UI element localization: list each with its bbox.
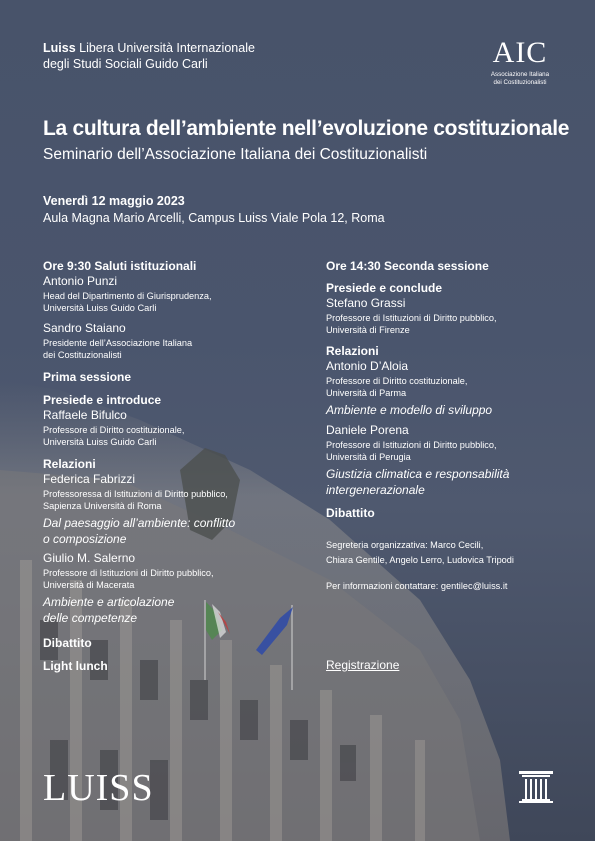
- speaker-affiliation: dei Costituzionalisti: [43, 350, 122, 360]
- event-location: Aula Magna Mario Arcelli, Campus Luiss Viale Pola 12, Roma: [43, 211, 385, 225]
- speaker-name: Raffaele Bifulco: [43, 408, 127, 422]
- debate-label: Dibattito: [43, 636, 92, 650]
- column-icon: [518, 768, 554, 804]
- program-left-column: [43, 259, 293, 677]
- speaker-affiliation: Università Luiss Guido Carli: [43, 303, 157, 313]
- speaker-name: Federica Fabrizzi: [43, 472, 136, 486]
- talk-title: delle competenze: [43, 611, 138, 625]
- talks-label: Relazioni: [326, 344, 379, 358]
- aic-logo-text: AIC: [492, 36, 548, 69]
- speaker-role: Professoressa di Istituzioni di Diritto pubblico,: [43, 489, 228, 499]
- speaker-punzi: [43, 274, 293, 314]
- registration-link[interactable]: Registrazione: [326, 658, 400, 672]
- lunch-label: Light lunch: [43, 659, 108, 673]
- speaker-affiliation: Università di Perugia: [326, 452, 411, 462]
- speaker-porena: [326, 423, 576, 498]
- debate-label: Dibattito: [326, 506, 375, 520]
- aic-logo: [488, 38, 552, 86]
- organizing-secretariat: [326, 538, 576, 568]
- speaker-affiliation: Università di Firenze: [326, 325, 410, 335]
- session-heading: Ore 14:30 Seconda sessione: [326, 259, 489, 273]
- speaker-name: Sandro Staiano: [43, 321, 126, 335]
- speaker-name: Antonio D’Aloia: [326, 359, 409, 373]
- speaker-role: Professore di Istituzioni di Diritto pubblico,: [326, 440, 497, 450]
- speaker-name: Giulio M. Salerno: [43, 551, 136, 565]
- page-title: La cultura dell’ambiente nell’evoluzione costituzionale: [43, 117, 570, 140]
- speaker-role: Professore di Istituzioni di Diritto pubblico,: [326, 313, 497, 323]
- session-heading: Ore 9:30 Saluti istituzionali: [43, 259, 197, 273]
- speaker-name: Daniele Porena: [326, 423, 409, 437]
- event-date: Venerdì 12 maggio 2023: [43, 194, 185, 208]
- speaker-salerno: [43, 551, 293, 626]
- university-line1: Libera Università Internazionale: [75, 41, 255, 55]
- speaker-affiliation: Sapienza Università di Roma: [43, 501, 162, 511]
- session-heading: Prima sessione: [43, 370, 132, 384]
- speaker-affiliation: Università di Macerata: [43, 580, 135, 590]
- talk-title: o composizione: [43, 532, 127, 546]
- speaker-role: Head del Dipartimento di Giurisprudenza,: [43, 291, 212, 301]
- speaker-name: Stefano Grassi: [326, 296, 406, 310]
- chair-label: Presiede e introduce: [43, 393, 162, 407]
- registration-row: [326, 658, 576, 672]
- page-subtitle: Seminario dell’Associazione Italiana dei Costituzionalisti: [43, 146, 428, 163]
- university-line2: degli Studi Sociali Guido Carli: [43, 57, 208, 71]
- university-name: [43, 40, 255, 72]
- talk-title: Giustizia climatica e responsabilità: [326, 467, 510, 481]
- speaker-role: Professore di Istituzioni di Diritto pubblico,: [43, 568, 214, 578]
- speaker-name: Antonio Punzi: [43, 274, 118, 288]
- talks-label: Relazioni: [43, 457, 96, 471]
- speaker-grassi: [326, 296, 576, 336]
- program-right-column: [326, 259, 576, 676]
- talk-title: Ambiente e modello di sviluppo: [326, 403, 493, 417]
- contact-info: Per informazioni contattare: gentilec@luiss.it: [326, 581, 508, 591]
- speaker-affiliation: Università di Parma: [326, 388, 407, 398]
- speaker-role: Professore di Diritto costituzionale,: [43, 425, 185, 435]
- talk-title: intergenerazionale: [326, 483, 425, 497]
- speaker-bifulco: [43, 408, 293, 448]
- talk-title: Dal paesaggio all’ambiente: conflitto: [43, 516, 236, 530]
- secretariat-line2: Chiara Gentile, Angelo Lerro, Ludovica Tripodi: [326, 555, 514, 565]
- speaker-role: Presidente dell’Associazione Italiana: [43, 338, 193, 348]
- aic-sub1: Associazione Italiana: [490, 71, 550, 78]
- speaker-affiliation: Università Luiss Guido Carli: [43, 437, 157, 447]
- chair-label: Presiede e conclude: [326, 281, 443, 295]
- speaker-role: Professore di Diritto costituzionale,: [326, 376, 468, 386]
- secretariat-line1: Segreteria organizzativa: Marco Cecili,: [326, 540, 484, 550]
- luiss-logo: LUISS: [43, 767, 154, 809]
- speaker-staiano: [43, 321, 293, 361]
- talk-title: Ambiente e articolazione: [43, 595, 175, 609]
- speaker-fabrizzi: [43, 472, 293, 547]
- aic-sub2: dei Costituzionalisti: [493, 78, 547, 86]
- university-short: Luiss: [43, 41, 76, 55]
- speaker-daloia: [326, 359, 576, 418]
- event-info: [43, 193, 385, 227]
